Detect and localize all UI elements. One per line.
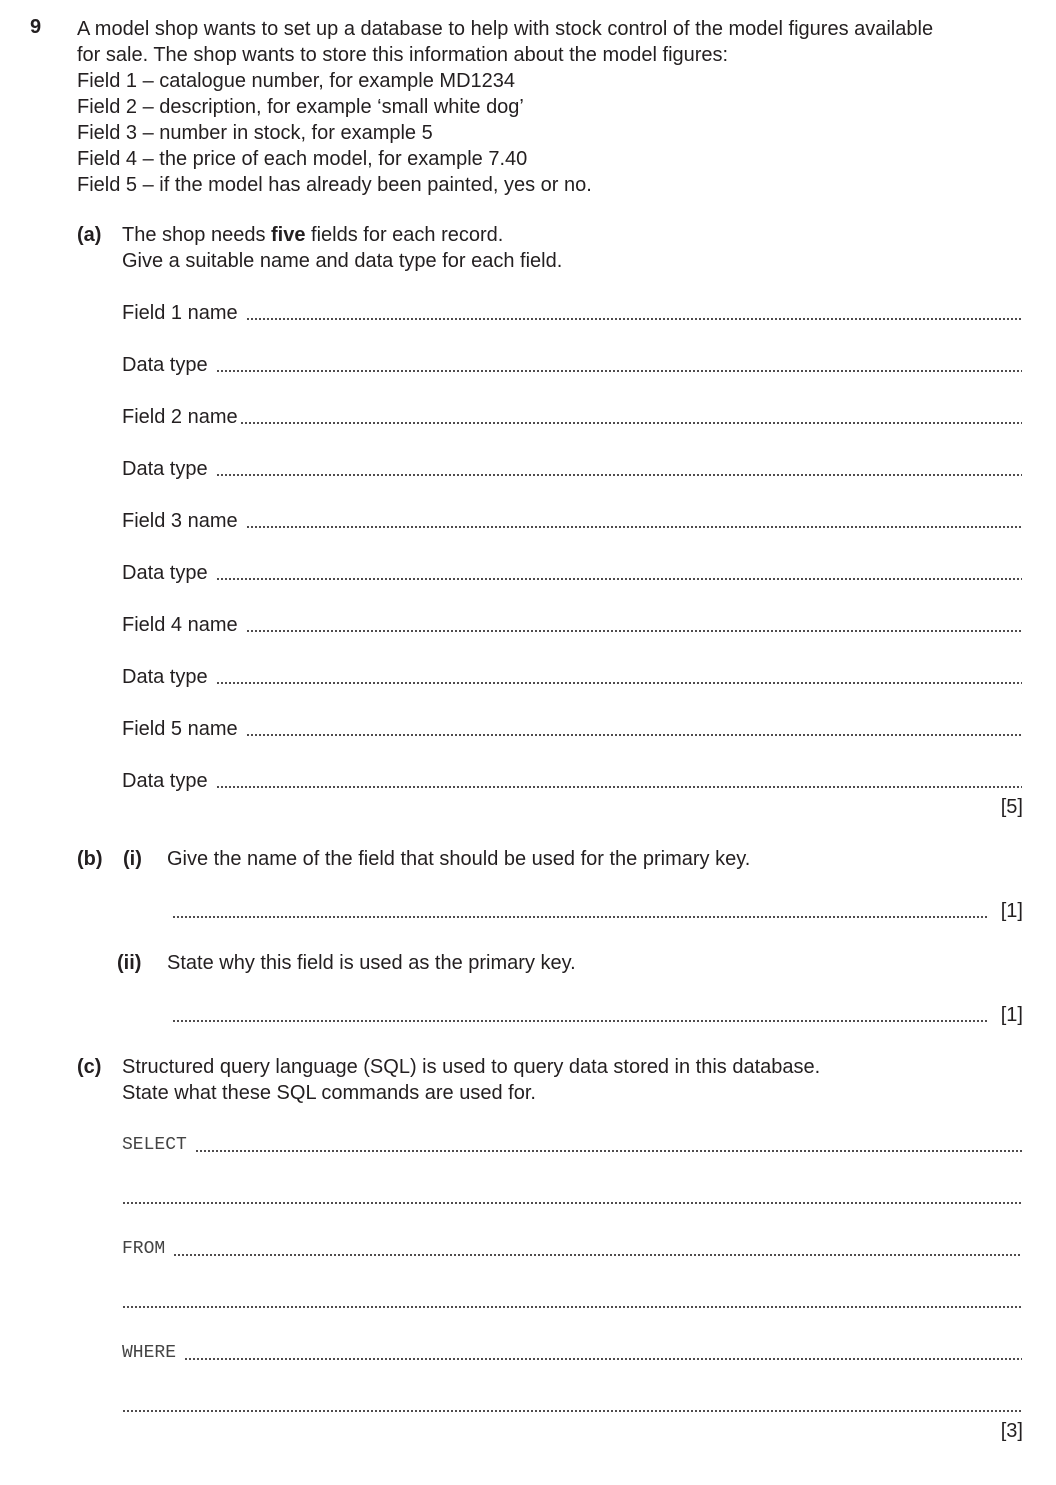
answer-line-where-continued[interactable] [122,1392,1022,1418]
part-a-label: (a) [77,224,102,246]
part-a-bold-text: five [271,224,306,246]
part-b-label: (b) [77,848,103,870]
answer-line-from-continued[interactable] [122,1288,1022,1314]
answer-line-primary-key[interactable] [172,898,987,924]
answer-label: Data type [122,770,208,792]
dotted-answer-line[interactable] [184,1357,1022,1361]
sql-keyword: FROM [122,1239,166,1259]
marks-c: [3] [1000,1420,1023,1442]
intro-line: Field 1 – catalogue number, for example MD1234 [77,70,516,92]
part-a-text: The shop needs [122,224,271,246]
answer-line-field-5-type[interactable] [122,768,1022,794]
sql-keyword: SELECT [122,1135,187,1155]
answer-label: Field 3 name [122,510,238,532]
question-intro [77,16,1037,198]
answer-line-field-3-type[interactable] [122,560,1022,586]
dotted-answer-line[interactable] [216,577,1022,581]
dotted-answer-line[interactable] [246,525,1022,529]
question-number: 9 [30,16,42,38]
part-c-instruction: Structured query language (SQL) is used to query data stored in this database. [122,1056,821,1078]
answer-line-where[interactable] [122,1340,1022,1366]
answer-label: Data type [122,666,208,688]
part-a-text: fields for each record. [305,224,504,246]
part-c-label: (c) [77,1056,102,1078]
answer-label: Field 1 name [122,302,238,324]
intro-line: Field 4 – the price of each model, for example 7.40 [77,148,528,170]
dotted-answer-line[interactable] [172,915,987,919]
dotted-answer-line[interactable] [122,1409,1022,1413]
answer-line-field-5-name[interactable] [122,716,1022,742]
dotted-answer-line[interactable] [122,1305,1022,1309]
intro-line: Field 3 – number in stock, for example 5 [77,122,433,144]
intro-line: for sale. The shop wants to store this information about the model figures: [77,44,729,66]
answer-label: Field 5 name [122,718,238,740]
answer-label: Data type [122,458,208,480]
dotted-answer-line[interactable] [195,1149,1022,1153]
marks-a: [5] [1000,796,1023,818]
answer-line-primary-key-reason[interactable] [172,1002,987,1028]
dotted-answer-line[interactable] [246,317,1022,321]
dotted-answer-line[interactable] [246,629,1022,633]
part-b-i-label: (i) [123,848,142,870]
intro-line: Field 2 – description, for example ‘small white dog’ [77,96,524,118]
answer-line-from[interactable] [122,1236,1022,1262]
part-a-instruction [122,222,503,248]
dotted-answer-line[interactable] [216,785,1022,789]
dotted-answer-line[interactable] [173,1253,1022,1257]
dotted-answer-line[interactable] [246,733,1022,737]
answer-label: Field 2 name [122,406,238,428]
marks-b-ii: [1] [1000,1004,1023,1026]
dotted-answer-line[interactable] [172,1019,987,1023]
part-c-instruction-2: State what these SQL commands are used for. [122,1082,536,1104]
answer-label: Data type [122,562,208,584]
answer-line-field-3-name[interactable] [122,508,1022,534]
dotted-answer-line[interactable] [122,1201,1022,1205]
marks-b-i: [1] [1000,900,1023,922]
part-b-ii-label: (ii) [117,952,142,974]
dotted-answer-line[interactable] [240,421,1022,425]
intro-line: Field 5 – if the model has already been painted, yes or no. [77,174,592,196]
answer-line-field-2-type[interactable] [122,456,1022,482]
answer-line-select-continued[interactable] [122,1184,1022,1210]
answer-line-field-1-name[interactable] [122,300,1022,326]
answer-line-field-1-type[interactable] [122,352,1022,378]
sql-keyword: WHERE [122,1343,177,1363]
dotted-answer-line[interactable] [216,369,1022,373]
answer-line-field-4-type[interactable] [122,664,1022,690]
answer-line-field-2-name[interactable] [122,404,1022,430]
intro-line: A model shop wants to set up a database to help with stock control of the model figures available [77,18,934,40]
answer-label: Field 4 name [122,614,238,636]
part-a-instruction-2: Give a suitable name and data type for each field. [122,250,563,272]
answer-line-field-4-name[interactable] [122,612,1022,638]
dotted-answer-line[interactable] [216,681,1022,685]
part-b-i-question: Give the name of the field that should be used for the primary key. [167,848,751,870]
part-b-ii-question: State why this field is used as the primary key. [167,952,576,974]
answer-line-select[interactable] [122,1132,1022,1158]
dotted-answer-line[interactable] [216,473,1022,477]
answer-label: Data type [122,354,208,376]
